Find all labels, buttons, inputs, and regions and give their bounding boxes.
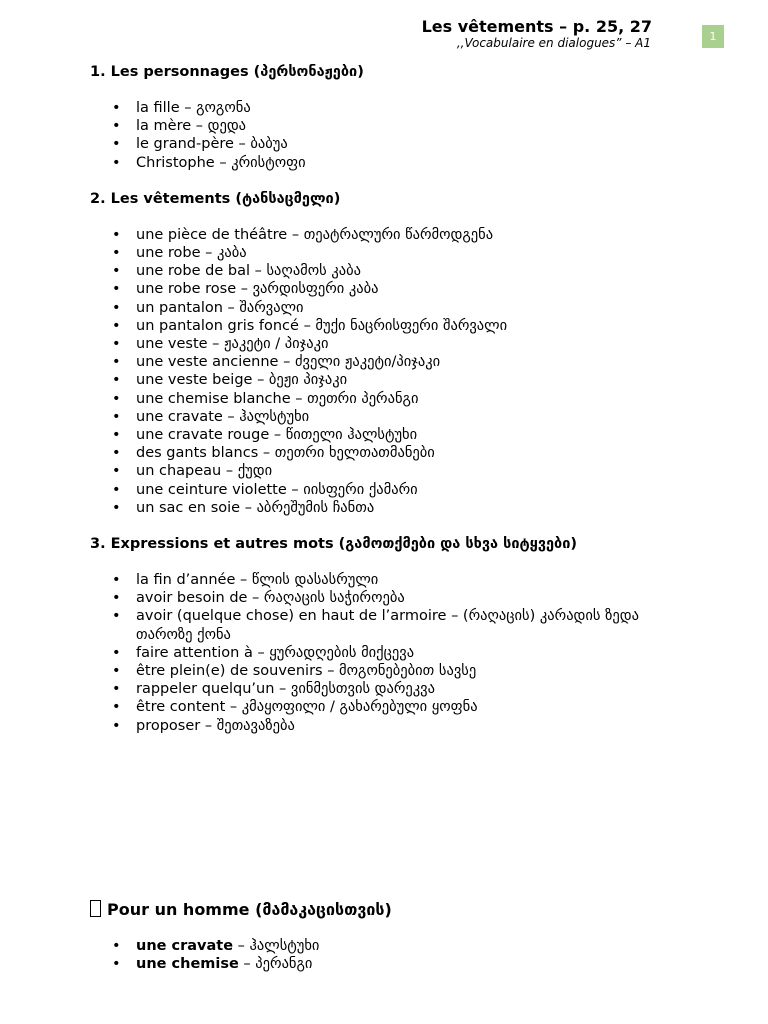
list-item: • être plein(e) de souvenirs – მოგონებებით სავსე <box>90 662 690 680</box>
list-item: • une cravate – ჰალსტუხი <box>90 408 690 426</box>
list-item: • une robe de bal – საღამოს კაბა <box>90 262 690 280</box>
list-item <box>90 937 690 955</box>
vocab-list <box>90 571 690 735</box>
list-item <box>90 955 690 973</box>
list-item: • une ceinture violette – იისფერი ქამარი <box>90 481 690 499</box>
list-item: • rappeler quelqu’un – ვინმესთვის დარეკვა <box>90 680 690 698</box>
section-heading: 1. Les personnages (პერსონაჟები) <box>90 64 364 80</box>
section-heading: 2. Les vêtements (ტანსაცმელი) <box>90 190 341 207</box>
section-vetements <box>90 190 690 517</box>
list-item: • proposer – შეთავაზება <box>90 717 690 735</box>
vocab-translation: – პერანგი <box>238 956 313 973</box>
vocabulary-content <box>90 63 690 753</box>
section-heading-text: Pour un homme (მამაკაცისთვის) <box>107 900 392 919</box>
list-item: • avoir besoin de – რაღაცის საჭიროება <box>90 589 690 607</box>
list-item: • Christophe – კრისტოფი <box>90 154 690 172</box>
list-item: • une robe – კაბა <box>90 244 690 262</box>
list-item: • une cravate rouge – წითელი ჰალსტუხი <box>90 426 690 444</box>
list-item: • le grand-père – ბაბუა <box>90 135 690 153</box>
vocab-term: une chemise <box>136 956 239 973</box>
section-heading: 3. Expressions et autres mots (გამოთქმები და სხვა სიტყვები) <box>90 536 578 553</box>
list-item: • des gants blancs – თეთრი ხელთათმანები <box>90 444 690 462</box>
list-item: • un pantalon gris foncé – მუქი ნაცრისფერი შარვალი <box>90 317 690 335</box>
list-item: • faire attention à – ყურადღების მიქცევა <box>90 644 690 662</box>
list-item: • la mère – დედა <box>90 117 690 135</box>
vocab-translation: – ჰალსტუხი <box>233 938 320 954</box>
list-item: • une veste – ჟაკეტი / პიჯაკი <box>90 335 690 353</box>
document-title: Les vêtements – p. 25, 27 <box>421 17 652 36</box>
missing-glyph-icon <box>90 900 101 917</box>
section-expressions <box>90 535 690 735</box>
list-item: • une veste beige – ბეჟი პიჯაკი <box>90 371 690 389</box>
document-subtitle: ,,Vocabulaire en dialogues” – A1 <box>456 36 651 50</box>
list-item: • être content – კმაყოფილი / გახარებული ყოფნა <box>90 698 690 716</box>
list-item: • une robe rose – ვარდისფერი კაბა <box>90 280 690 298</box>
section-heading <box>90 900 690 919</box>
list-item: • la fin d’année – წლის დასასრული <box>90 571 690 589</box>
list-item: • un chapeau – ქუდი <box>90 462 690 480</box>
list-item: • un pantalon – შარვალი <box>90 299 690 317</box>
list-item: • un sac en soie – აბრეშუმის ჩანთა <box>90 499 690 517</box>
list-item: • avoir (quelque chose) en haut de l’armoire – (რაღაცის) კარადის ზედა თაროზე ქონა <box>90 607 690 643</box>
page-number-badge: 1 <box>702 25 724 48</box>
list-item: • une veste ancienne – ძველი ჟაკეტი/პიჯაკი <box>90 353 690 371</box>
vocab-term: une cravate <box>136 938 234 954</box>
section-pour-un-homme <box>90 900 690 991</box>
vocab-list <box>90 937 690 973</box>
list-item: • une chemise blanche – თეთრი პერანგი <box>90 390 690 408</box>
section-personnages <box>90 63 690 172</box>
vocab-list <box>90 226 690 517</box>
list-item: • la fille – გოგონა <box>90 99 690 117</box>
vocab-list <box>90 99 690 172</box>
list-item: • une pièce de théâtre – თეატრალური წარმოდგენა <box>90 226 690 244</box>
